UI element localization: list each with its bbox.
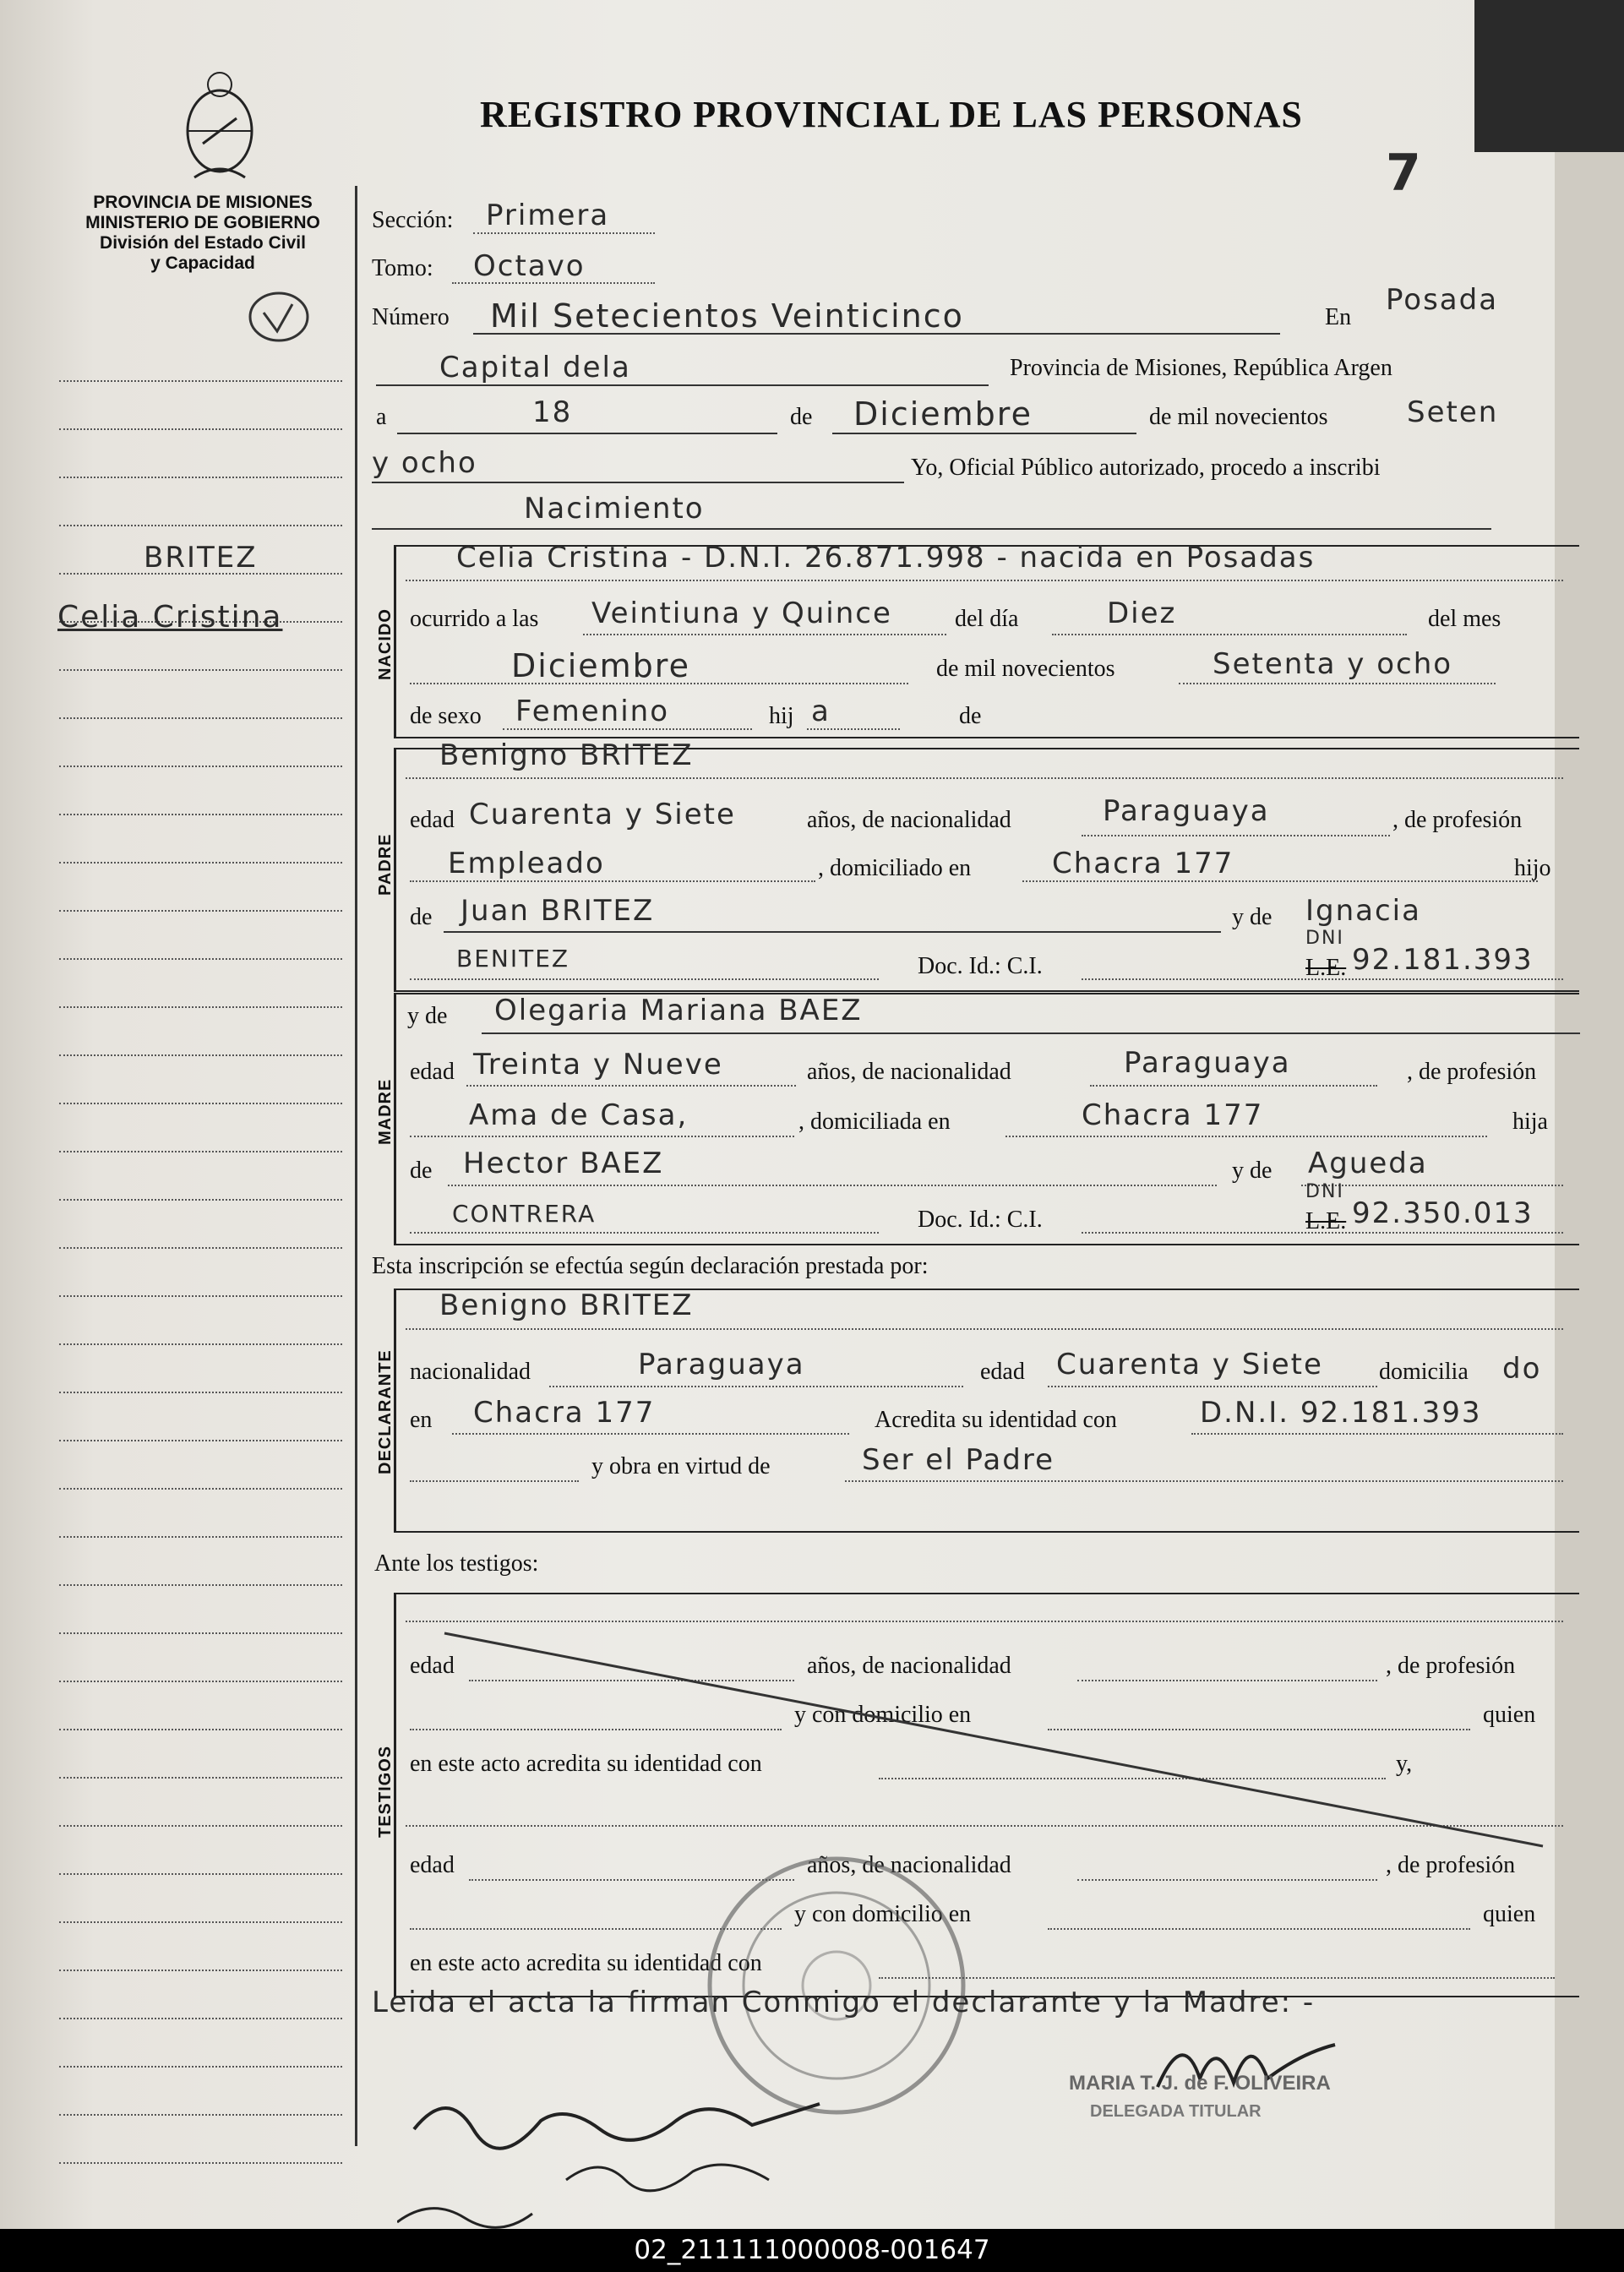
testigos-intro: Ante los testigos: <box>374 1550 539 1577</box>
margin-line <box>59 525 342 526</box>
del-mes-label: del mes <box>1428 606 1501 632</box>
madre-dni-mark: DNI <box>1305 1181 1344 1202</box>
padre-nacionalidad: Paraguaya <box>1103 794 1270 828</box>
declarante-edad-label: edad <box>980 1359 1025 1385</box>
margin-line <box>59 2066 342 2068</box>
madre-nacionalidad: Paraguaya <box>1124 1046 1291 1080</box>
nacido-sexo: Femenino <box>515 695 669 728</box>
nacido-nombre: Celia Cristina - D.N.I. 26.871.998 - nacida en Posadas <box>456 541 1316 575</box>
margin-line <box>59 669 342 671</box>
declarante-acredita: D.N.I. 92.181.393 <box>1200 1396 1482 1430</box>
testigo1-edad-label: edad <box>410 1653 455 1679</box>
padre-label: PADRE <box>376 833 395 896</box>
testigo1-prof-label: , de profesión <box>1386 1653 1516 1679</box>
margin-line <box>59 1151 342 1152</box>
seccion-label: Sección: <box>372 207 454 233</box>
declarante-acredita-label: Acredita su identidad con <box>875 1407 1117 1433</box>
binding-shadow <box>1474 0 1624 152</box>
madre-madre-de: Agueda <box>1308 1147 1428 1180</box>
margin-line <box>59 1247 342 1249</box>
margin-line <box>59 1921 342 1923</box>
acto-value: Nacimiento <box>524 492 705 526</box>
madre-profesion: Ama de Casa, <box>469 1098 689 1132</box>
padre-madre-apellido: BENITEZ <box>456 945 570 973</box>
margin-line <box>59 766 342 767</box>
testigo2-dom-label: y con domicilio en <box>794 1901 972 1927</box>
margin-line <box>59 2018 342 2019</box>
declarante-nombre: Benigno BRITEZ <box>439 1289 694 1322</box>
margin-line <box>59 1103 342 1104</box>
margin-line <box>59 1440 342 1441</box>
margin-line <box>59 1488 342 1490</box>
madre-label: MADRE <box>376 1078 395 1145</box>
margin-line <box>59 1681 342 1682</box>
madre-prof-label: , de profesión <box>1407 1059 1537 1085</box>
nacido-hora: Veintiuna y Quince <box>591 597 892 630</box>
padre-prof-label: , de profesión <box>1392 807 1523 833</box>
hij-value: a <box>811 695 831 728</box>
margin-line <box>59 910 342 912</box>
numero-value: Mil Setecientos Veinticinco <box>490 297 964 335</box>
testigo1-dom-label: y con domicilio en <box>794 1702 972 1728</box>
margin-line <box>59 1729 342 1730</box>
org-line-4: y Capacidad <box>150 253 255 273</box>
margin-line <box>59 1873 342 1875</box>
madre-le-label: L.E. <box>1305 1208 1347 1234</box>
declarante-nac-label: nacionalidad <box>410 1359 531 1385</box>
margin-line <box>59 2162 342 2164</box>
madre-dom-label: , domiciliada en <box>798 1109 951 1135</box>
padre-madre-de: Ignacia <box>1305 894 1421 928</box>
madre-padre-de: Hector BAEZ <box>463 1147 664 1180</box>
madre-hija-label: hija <box>1512 1109 1548 1135</box>
seccion-value: Primera <box>486 199 610 232</box>
madre-doc-label: Doc. Id.: C.I. <box>918 1207 1043 1233</box>
padre-padre-de: Juan BRITEZ <box>460 894 655 928</box>
testigo2-quien-label: quien <box>1483 1901 1536 1927</box>
padre-le-label: L.E. <box>1305 955 1347 981</box>
padre-hijo-label: hijo <box>1514 855 1551 881</box>
nacido-anio: Setenta y ocho <box>1213 647 1453 681</box>
dia-value: 18 <box>532 395 573 429</box>
tomo-value: Octavo <box>473 249 586 283</box>
nacido-mes: Diciembre <box>511 647 690 684</box>
a-label: a <box>376 404 387 430</box>
del-dia-label: del día <box>955 606 1019 632</box>
margin-line <box>59 1970 342 1971</box>
margin-line <box>59 1295 342 1297</box>
declarante-intro: Esta inscripción se efectúa según declaración prestada por: <box>372 1253 929 1279</box>
margin-line <box>59 958 342 960</box>
madre-domicilio: Chacra 177 <box>1082 1098 1264 1132</box>
margin-line <box>59 1536 342 1538</box>
margin-line <box>59 1006 342 1008</box>
padre-dom-label: , domiciliado en <box>818 855 972 881</box>
padre-de-label: de <box>410 904 433 930</box>
padre-doc-num: 92.181.393 <box>1352 943 1534 977</box>
en-label: En <box>1325 304 1352 330</box>
madre-y-de-label: y de <box>1232 1158 1272 1184</box>
mil-label: de mil novecientos <box>1149 404 1328 430</box>
declarante-edad: Cuarenta y Siete <box>1056 1348 1323 1381</box>
declarante-dom-label: domicilia <box>1379 1359 1469 1385</box>
padre-y-de-label: y de <box>1232 904 1272 930</box>
handwritten-mark-icon <box>245 287 313 346</box>
hij-label: hij <box>769 703 794 729</box>
testigo2-acredita-label: en este acto acredita su identidad con <box>410 1950 762 1976</box>
nacido-mil-label: de mil novecientos <box>936 656 1115 682</box>
declarante-en-label: en <box>410 1407 433 1433</box>
declarant-signatures <box>397 2070 870 2231</box>
page-number: 7 <box>1386 144 1423 203</box>
anio2-value: y ocho <box>372 446 477 480</box>
margin-line <box>59 1392 342 1393</box>
declarante-obra: Ser el Padre <box>862 1443 1055 1477</box>
testigo2-nac-label: años, de nacionalidad <box>807 1852 1011 1878</box>
padre-doc-label: Doc. Id.: C.I. <box>918 953 1043 979</box>
madre-edad-label: edad <box>410 1059 455 1085</box>
madre-nombre: Olegaria Mariana BAEZ <box>494 994 863 1027</box>
margin-line <box>59 1199 342 1201</box>
margin-line <box>59 1825 342 1827</box>
nacido-dia: Diez <box>1107 597 1177 630</box>
padre-nombre: Benigno BRITEZ <box>439 738 694 772</box>
margin-line <box>59 428 342 430</box>
testigo2-edad-label: edad <box>410 1852 455 1878</box>
margin-surname: BRITEZ <box>144 541 258 575</box>
testigos-label: TESTIGOS <box>376 1745 395 1838</box>
numero-label: Número <box>372 304 450 330</box>
sexo-label: de sexo <box>410 703 482 729</box>
testigo1-nac-label: años, de nacionalidad <box>807 1653 1011 1679</box>
declarante-obra-label: y obra en virtud de <box>591 1453 771 1479</box>
declarante-domicilio: Chacra 177 <box>473 1396 656 1430</box>
madre-yde-label: y de <box>407 1003 448 1029</box>
margin-line <box>59 2114 342 2116</box>
de-label: de <box>790 404 813 430</box>
madre-nac-label: años, de nacionalidad <box>807 1059 1011 1085</box>
org-line-2: MINISTERIO DE GOBIERNO <box>85 213 320 232</box>
org-block <box>59 193 346 274</box>
en-value: Posada <box>1386 283 1499 317</box>
official-name-stamp: MARIA T. J. de F. OLIVEIRA <box>1069 2072 1331 2095</box>
padre-edad-label: edad <box>410 807 455 833</box>
org-line-1: PROVINCIA DE MISIONES <box>93 193 313 212</box>
madre-edad: Treinta y Nueve <box>473 1048 723 1082</box>
margin-line <box>59 380 342 382</box>
margin-line <box>59 814 342 815</box>
declarante-label: DECLARANTE <box>376 1349 395 1474</box>
nacido-label: NACIDO <box>376 608 395 680</box>
margin-line <box>59 477 342 478</box>
margin-line <box>59 1054 342 1056</box>
madre-de-label: de <box>410 1158 433 1184</box>
testigo1-quien-label: quien <box>1483 1702 1536 1728</box>
ocurrido-label: ocurrido a las <box>410 606 539 632</box>
coat-of-arms-icon <box>169 59 270 186</box>
declarante-dom-suffix: do <box>1502 1352 1542 1386</box>
column-divider <box>355 186 357 2146</box>
margin-line <box>59 1777 342 1779</box>
capital-value: Capital dela <box>439 351 631 384</box>
padre-dni-mark: DNI <box>1305 928 1344 949</box>
padre-domicilio: Chacra 177 <box>1052 847 1234 880</box>
margin-line <box>59 862 342 864</box>
margin-line <box>59 1584 342 1586</box>
testigo1-acredita-label: en este acto acredita su identidad con <box>410 1751 762 1777</box>
image-id-footer: 02_211111000008-001647 <box>0 2229 1624 2272</box>
margin-line <box>59 1632 342 1634</box>
nacido-de-label: de <box>959 703 982 729</box>
org-line-3: División del Estado Civil <box>100 233 306 253</box>
testigo2-prof-label: , de profesión <box>1386 1852 1516 1878</box>
closing-note: Leida el acta la firman Conmigo el declarante y la Madre: - <box>372 1986 1316 2019</box>
oficial-label: Yo, Oficial Público autorizado, procedo a inscribi <box>911 455 1381 481</box>
margin-line <box>59 717 342 719</box>
declarante-nacionalidad: Paraguaya <box>638 1348 805 1381</box>
mes-value: Diciembre <box>853 395 1033 433</box>
padre-edad: Cuarenta y Siete <box>469 798 736 831</box>
tomo-label: Tomo: <box>372 255 433 281</box>
testigo1-y-label: y, <box>1396 1751 1413 1777</box>
madre-madre-apellido: CONTRERA <box>452 1200 597 1228</box>
testigos-cross-out <box>394 1593 1577 1863</box>
margin-given-names: Celia Cristina <box>57 600 283 635</box>
official-title-stamp: DELEGADA TITULAR <box>1090 2102 1262 2121</box>
official-signature <box>1141 2019 1360 2112</box>
padre-profesion: Empleado <box>448 847 605 880</box>
provincia-label: Provincia de Misiones, República Argen <box>1010 355 1392 381</box>
padre-nac-label: años, de nacionalidad <box>807 807 1011 833</box>
anio1-value: Seten <box>1407 395 1499 429</box>
document-title: REGISTRO PROVINCIAL DE LAS PERSONAS <box>480 94 1303 135</box>
madre-doc-num: 92.350.013 <box>1352 1196 1534 1230</box>
margin-line <box>59 1343 342 1345</box>
